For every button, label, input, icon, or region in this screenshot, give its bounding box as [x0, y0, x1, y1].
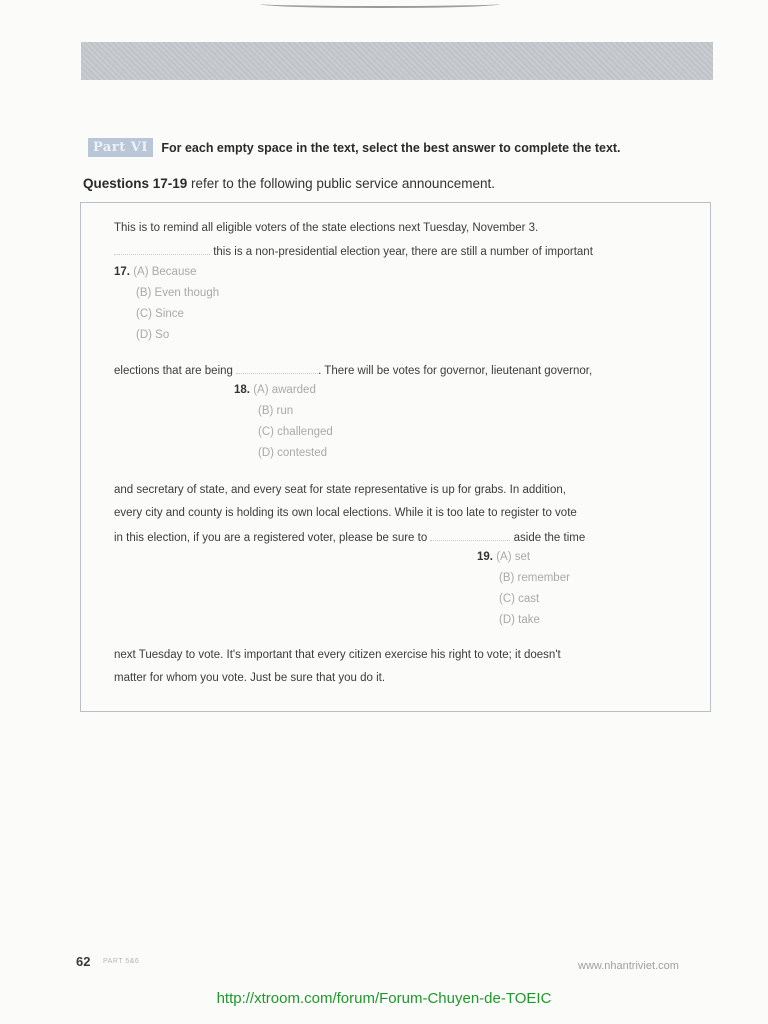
page-curl-edge — [260, 0, 500, 8]
passage-line-8: matter for whom you vote. Just be sure that you do it. — [114, 672, 386, 684]
q18-option-c: (C) challenged — [258, 426, 333, 438]
part-badge: Part VI — [88, 138, 153, 157]
q18-option-a — [234, 384, 316, 396]
passage-line-3 — [114, 363, 592, 377]
q19-option-a-text: (A) set — [496, 551, 531, 563]
q17-option-a-text: (A) Because — [133, 266, 197, 278]
passage-line-6a: in this election, if you are a registered voter, please be sure to — [114, 532, 428, 544]
passage-line-7: next Tuesday to vote. It's important that every citizen exercise his right to vote; it doesn't — [114, 649, 561, 661]
passage-line-5: every city and county is holding its own local elections. While it is too late to register to vote — [114, 507, 577, 519]
passage-line-2-text: this is a non-presidential election year, there are still a number of important — [213, 246, 593, 258]
passage-line-4: and secretary of state, and every seat for state representative is up for grabs. In addition, — [114, 484, 566, 496]
q19-number: 19. — [477, 551, 493, 563]
q17-option-c: (C) Since — [136, 308, 184, 320]
passage-line-6b: aside the time — [513, 532, 586, 544]
q19-option-c: (C) cast — [499, 593, 540, 605]
page-number: 62 — [76, 954, 91, 969]
q19-option-a — [477, 551, 530, 563]
q19-option-d: (D) take — [499, 614, 540, 626]
q18-option-b: (B) run — [258, 405, 294, 417]
part-tag: PART 5&6 — [103, 958, 140, 965]
passage-line-3a: elections that are being — [114, 365, 233, 377]
q18-option-a-text: (A) awarded — [253, 384, 316, 396]
publisher-site: www.nhantriviet.com — [578, 960, 679, 972]
q17-number: 17. — [114, 266, 130, 278]
blank-17 — [114, 244, 210, 255]
blank-18 — [236, 363, 318, 374]
q19-option-b: (B) remember — [499, 572, 570, 584]
q18-number: 18. — [234, 384, 250, 396]
passage-line-2 — [114, 244, 593, 258]
q17-option-d: (D) So — [136, 329, 170, 341]
questions-intro-text: refer to the following public service announcement. — [187, 176, 495, 191]
passage-line-3b: . There will be votes for governor, lieutenant governor, — [318, 365, 593, 377]
blank-19 — [430, 530, 510, 541]
part-instruction — [88, 138, 718, 157]
questions-range: Questions 17-19 — [83, 176, 188, 191]
instruction-text: For each empty space in the text, select the best answer to complete the text. — [161, 140, 621, 155]
q17-option-b: (B) Even though — [136, 287, 220, 299]
forum-link[interactable]: http://xtroom.com/forum/Forum-Chuyen-de-TOEIC — [216, 990, 552, 1007]
q17-option-a — [114, 266, 196, 278]
passage-box — [80, 202, 711, 712]
passage-line-6 — [114, 530, 585, 544]
passage-line-1: This is to remind all eligible voters of the state elections next Tuesday, November 3. — [114, 222, 539, 234]
q18-option-d: (D) contested — [258, 447, 328, 459]
header-band — [81, 42, 713, 80]
questions-intro — [83, 176, 495, 191]
